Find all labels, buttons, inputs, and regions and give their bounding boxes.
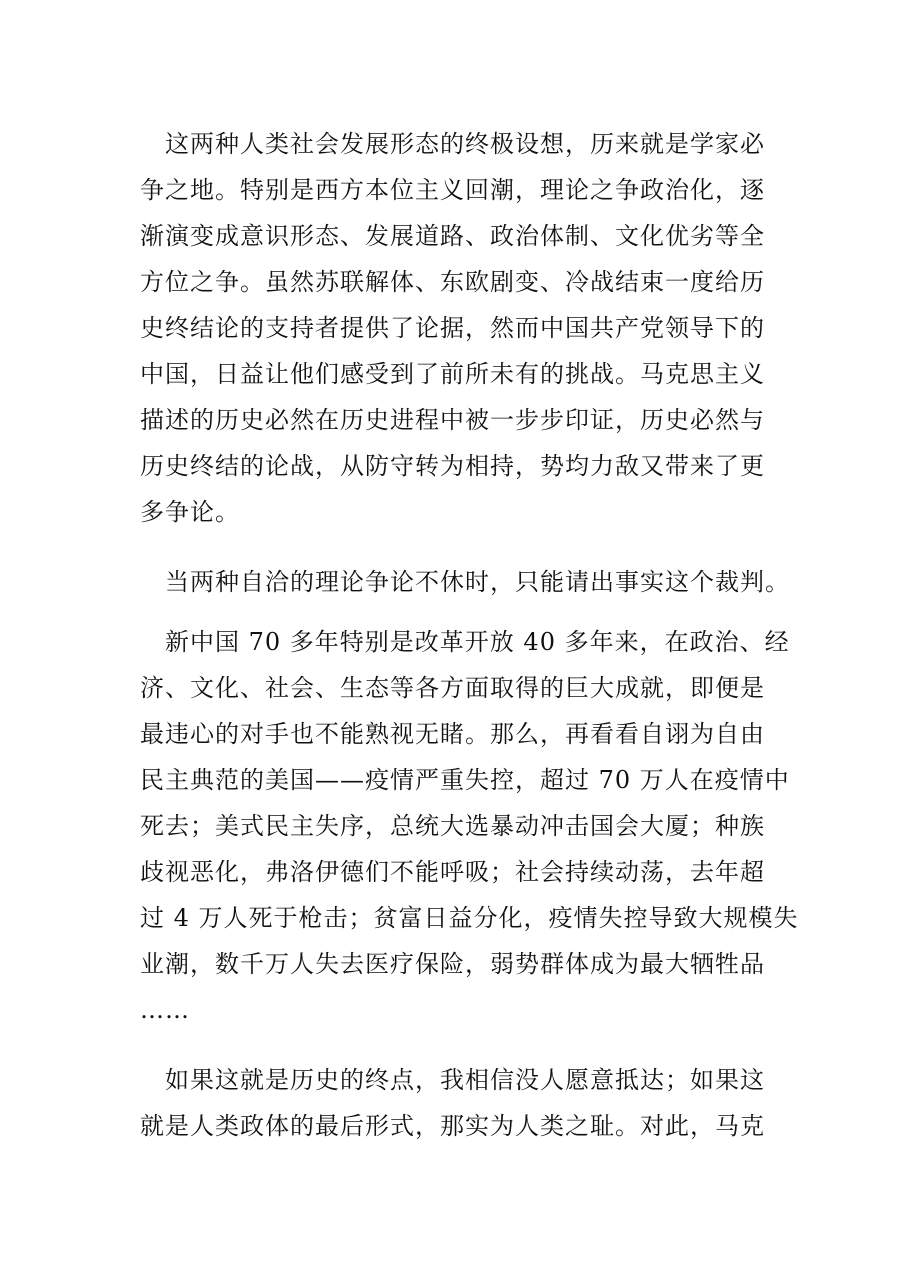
paragraph-1-line-1: 这两种人类社会发展形态的终极设想，历来就是学家必 [140, 130, 765, 158]
paragraph-3-line-4: 民主典范的美国——疫情严重失控，超过 70 万人在疫情中 [140, 766, 790, 794]
paragraph-1-line-3: 渐演变成意识形态、发展道路、政治体制、文化优劣等全 [140, 222, 765, 250]
paragraph-1-line-7: 描述的历史必然在历史进程中被一步步印证，历史必然与 [140, 406, 765, 434]
paragraph-3-line-1: 新中国 70 多年特别是改革开放 40 多年来，在政治、经 [140, 628, 790, 656]
paragraph-3-line-6: 歧视恶化，弗洛伊德们不能呼吸；社会持续动荡，去年超 [140, 858, 765, 886]
paragraph-1-line-4: 方位之争。虽然苏联解体、东欧剧变、冷战结束一度给历 [140, 268, 765, 296]
document-body [140, 0, 799, 1286]
paragraph-3-line-8: 业潮，数千万人失去医疗保险，弱势群体成为最大牺牲品 [140, 950, 765, 978]
paragraph-1-line-5: 史终结论的支持者提供了论据，然而中国共产党领导下的 [140, 314, 765, 342]
paragraph-2-line-1: 当两种自洽的理论争论不休时，只能请出事实这个裁判。 [140, 568, 790, 596]
paragraph-1-line-6: 中国，日益让他们感受到了前所未有的挑战。马克思主义 [140, 360, 765, 388]
paragraph-3-line-2: 济、文化、社会、生态等各方面取得的巨大成就，即便是 [140, 674, 765, 702]
paragraph-1-line-9: 多争论。 [140, 498, 240, 526]
paragraph-1-line-2: 争之地。特别是西方本位主义回潮，理论之争政治化，逐 [140, 176, 765, 204]
paragraph-4-line-2: 就是人类政体的最后形式，那实为人类之耻。对此，马克 [140, 1112, 765, 1140]
paragraph-1-line-8: 历史终结的论战，从防守转为相持，势均力敌又带来了更 [140, 452, 765, 480]
paragraph-3-line-9: …… [140, 996, 190, 1024]
paragraph-4-line-1: 如果这就是历史的终点，我相信没人愿意抵达；如果这 [140, 1066, 765, 1094]
paragraph-3-line-3: 最违心的对手也不能熟视无睹。那么，再看看自诩为自由 [140, 720, 765, 748]
paragraph-3-line-7: 过 4 万人死于枪击；贫富日益分化，疫情失控导致大规模失 [140, 904, 799, 932]
paragraph-3-line-5: 死去；美式民主失序，总统大选暴动冲击国会大厦；种族 [140, 812, 765, 840]
